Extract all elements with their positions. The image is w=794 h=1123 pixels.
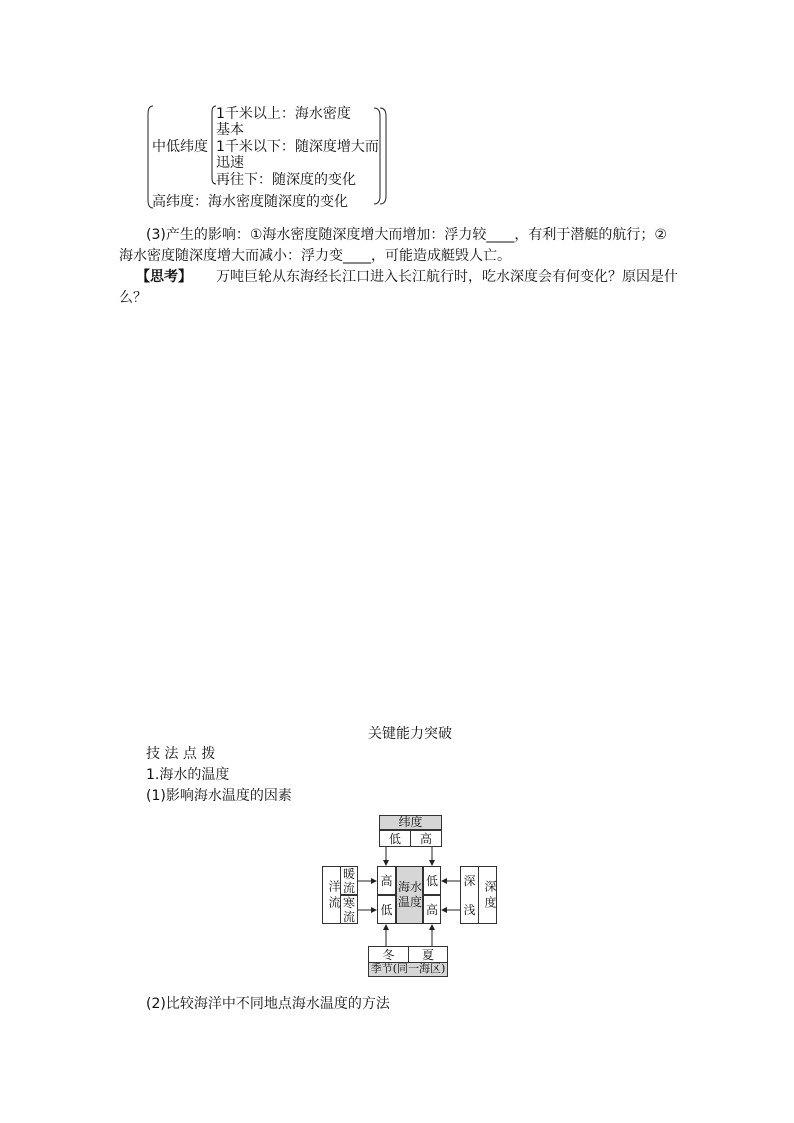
further-down-line: 再往下：随深度的变化 [216, 172, 356, 188]
center-label: 海水温度 [397, 880, 422, 909]
winter: 冬 [382, 948, 395, 962]
depth-title: 深度 [483, 880, 497, 912]
high-latitude-line: 高纬度：海水密度随深度的变化 [152, 194, 348, 210]
mid-latitude-label: 中低纬度 [152, 139, 208, 155]
lat-low: 低 [388, 832, 401, 846]
warm-current: 暖流 [342, 867, 355, 895]
section-subtitle: 技 法 点 拨 [146, 746, 216, 762]
impact-line-2: 海水密度随深度增大而减小：浮力变____，可能造成艇毁人亡。 [119, 248, 511, 264]
right-low: 低 [425, 874, 438, 888]
right-high: 高 [425, 903, 438, 917]
think-tag: 【思考】 [136, 269, 192, 285]
think-line-1: 万吨巨轮从东海经长江口进入长江航行时，吃水深度会有何变化？原因是什 [216, 269, 678, 285]
deep: 深 [463, 874, 476, 888]
think-line-2: 么？ [119, 290, 147, 306]
cold-current: 寒流 [342, 896, 355, 924]
shallow: 浅 [463, 903, 476, 917]
above-1km-cont: 基本 [216, 122, 244, 138]
section-title: 关键能力突破 [368, 726, 452, 742]
current-title: 洋流 [327, 880, 341, 912]
left-low: 低 [380, 903, 393, 917]
below-1km-cont: 迅速 [216, 155, 244, 171]
summer: 夏 [421, 948, 434, 962]
impact-line-1: (3)产生的影响：①海水密度随深度增大而增加：浮力较____，有利于潜艇的航行；② [146, 227, 667, 243]
above-1km-line: 1千米以上：海水密度 [216, 106, 351, 122]
season-title: 季节(同一海区) [370, 962, 446, 975]
heading-factors: (1)影响海水温度的因素 [146, 788, 292, 804]
left-high: 高 [380, 874, 393, 888]
below-1km-line: 1千米以下：随深度增大而 [216, 139, 379, 155]
heading-compare-method: (2)比较海洋中不同地点海水温度的方法 [146, 996, 390, 1012]
latitude-title: 纬度 [398, 815, 423, 829]
heading-sea-temperature: 1.海水的温度 [146, 767, 230, 783]
lat-high: 高 [419, 832, 432, 846]
